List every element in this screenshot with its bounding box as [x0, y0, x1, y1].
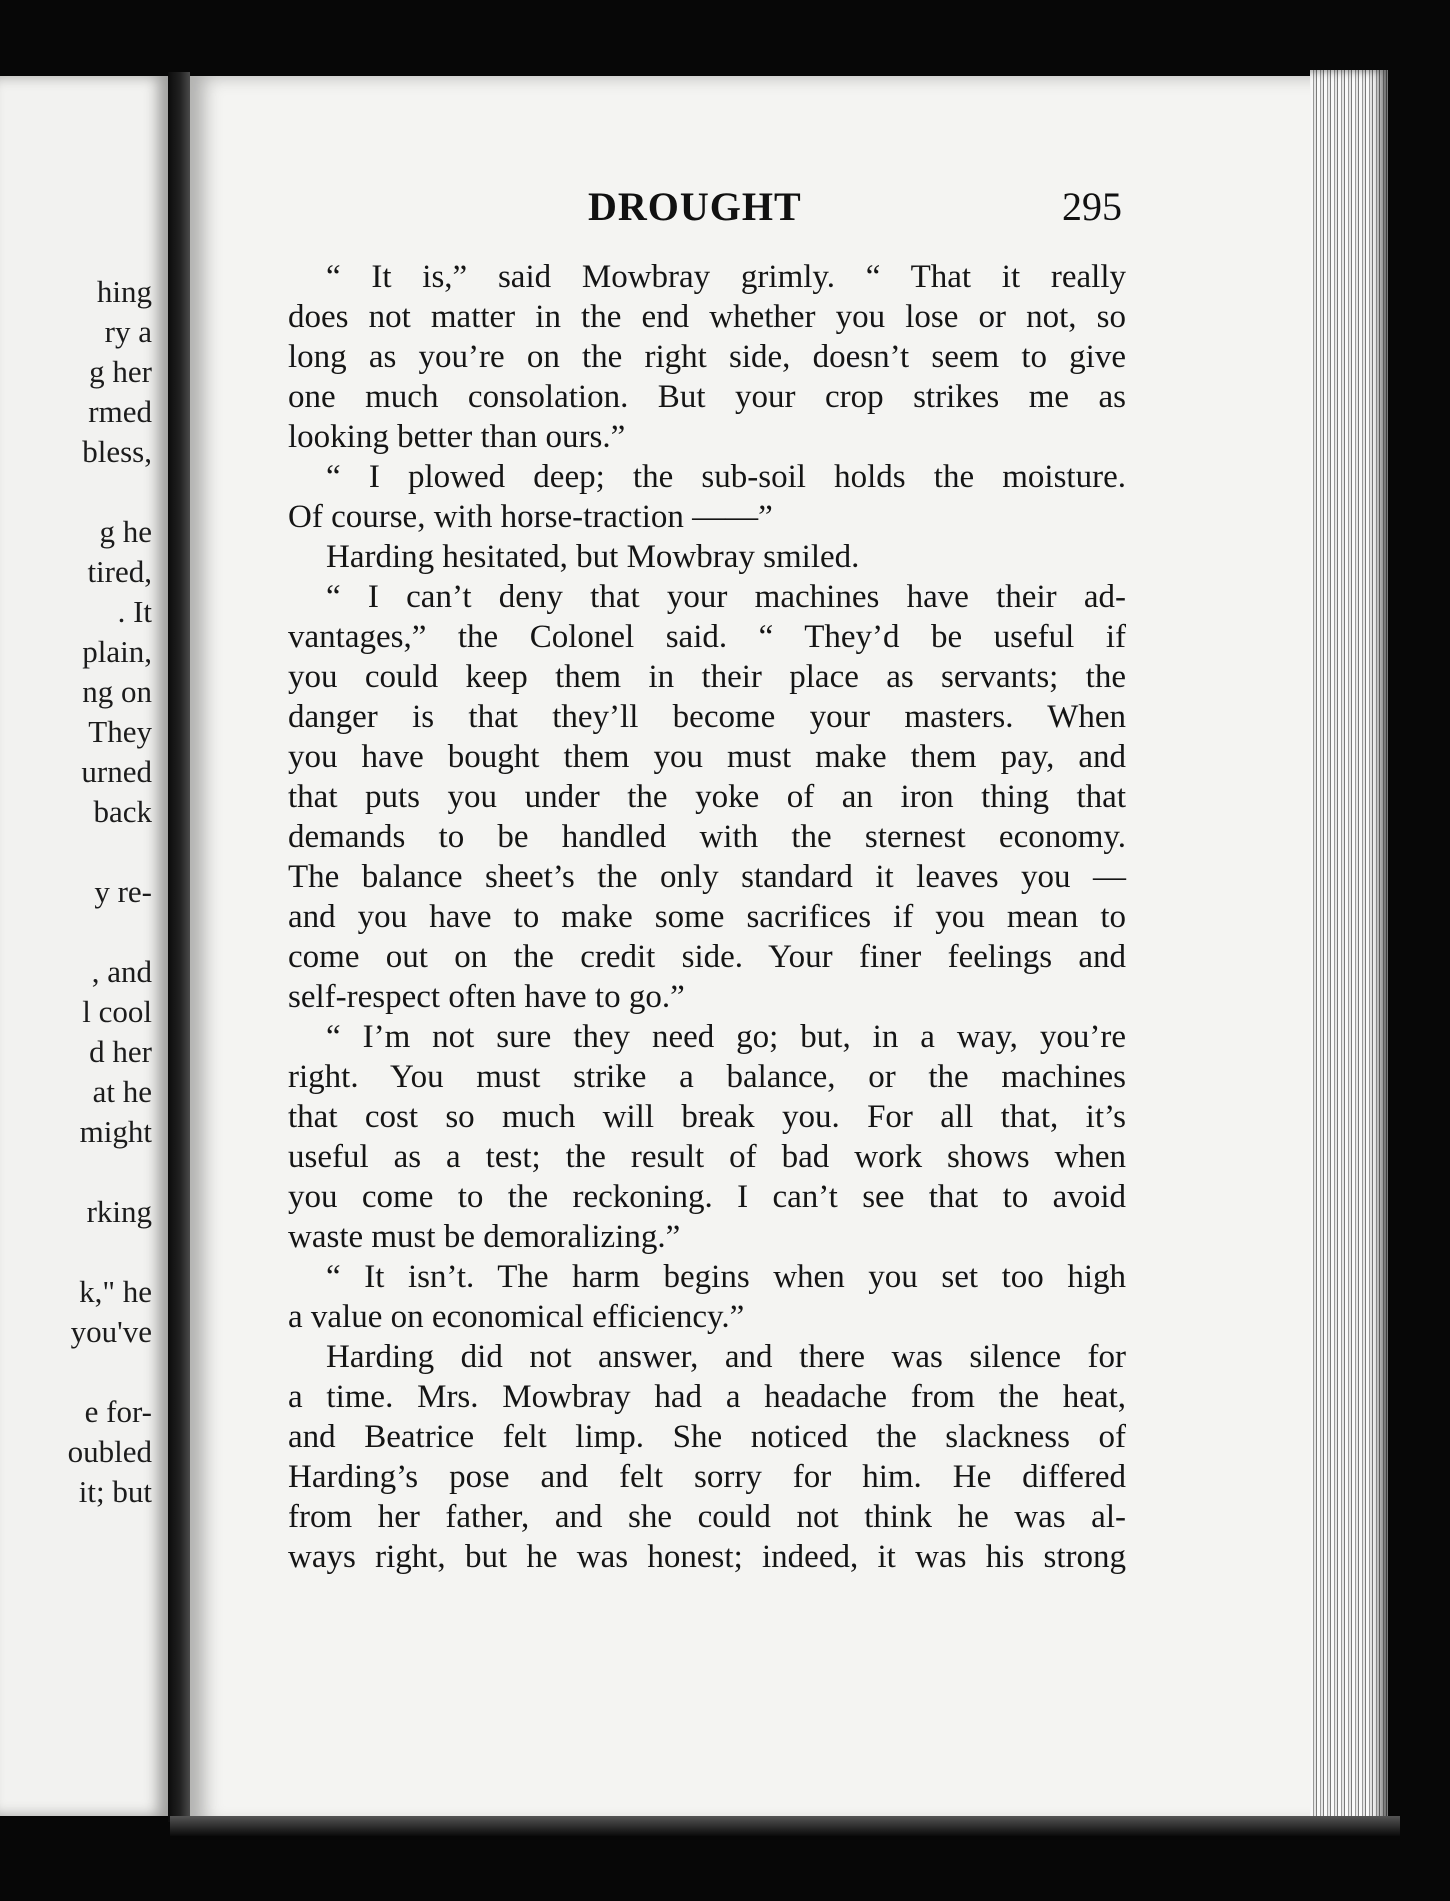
facing-page-line-fragment: bless,: [82, 434, 152, 469]
text-line: “ It isn’t. The harm begins when you set too high: [326, 1259, 1126, 1295]
text-line: looking better than ours.”: [288, 419, 626, 455]
facing-page-line-fragment: rmed: [88, 394, 152, 429]
facing-page-line-fragment: k," he: [79, 1274, 152, 1309]
text-line: waste must be demoralizing.”: [288, 1219, 681, 1255]
facing-page-line-fragment: you've: [70, 1314, 152, 1349]
facing-page-line-fragment: oubled: [67, 1434, 152, 1469]
facing-page-line-fragment: it; but: [78, 1474, 152, 1509]
text-line: “ I’m not sure they need go; but, in a way, you’re: [326, 1019, 1126, 1055]
text-line: Harding hesitated, but Mowbray smiled.: [326, 539, 860, 575]
text-line: right. You must strike a balance, or the machines: [288, 1059, 1126, 1095]
text-line: demands to be handled with the sternest economy.: [288, 819, 1126, 855]
facing-page-line-fragment: [0, 1232, 160, 1272]
text-line: danger is that they’ll become your masters. When: [288, 699, 1126, 735]
facing-page-line-fragment: g he: [99, 514, 152, 549]
facing-page-line-fragment: [0, 832, 160, 872]
facing-page-line-fragment: l cool: [82, 994, 152, 1029]
facing-page-line-fragment: . It: [117, 594, 152, 629]
page-bottom-shadow: [170, 1816, 1400, 1836]
facing-page-line-fragment: back: [93, 794, 152, 829]
facing-page-line-fragment: might: [79, 1114, 152, 1149]
text-line: you have bought them you must make them pay, and: [288, 739, 1126, 775]
facing-page-line-fragment: y re-: [94, 874, 152, 909]
text-line: you could keep them in their place as servants; the: [288, 659, 1126, 695]
text-line: Of course, with horse-traction ——”: [288, 499, 773, 535]
facing-page-line-fragment: , and: [91, 954, 152, 989]
facing-page-line-fragment: g her: [89, 354, 152, 389]
text-line: you come to the reckoning. I can’t see that to avoid: [288, 1179, 1126, 1215]
facing-page-line-fragment: d her: [89, 1034, 152, 1069]
facing-page-line-fragment: at he: [92, 1074, 152, 1109]
text-line: Harding’s pose and felt sorry for him. He differed: [288, 1459, 1126, 1495]
text-line: long as you’re on the right side, doesn’t seem to give: [288, 339, 1126, 375]
facing-page-text-fragments: [0, 272, 160, 1512]
text-line: self-respect often have to go.”: [288, 979, 685, 1015]
text-line: a value on economical efficiency.”: [288, 1299, 745, 1335]
text-line: and you have to make some sacrifices if you mean to: [288, 899, 1126, 935]
text-line: a time. Mrs. Mowbray had a headache from the heat,: [288, 1379, 1126, 1415]
text-line: The balance sheet’s the only standard it leaves you —: [288, 859, 1126, 895]
text-line: that puts you under the yoke of an iron thing that: [288, 779, 1126, 815]
facing-page-line-fragment: hing: [96, 274, 152, 309]
facing-page-line-fragment: ng on: [82, 674, 152, 709]
facing-page-left: [0, 76, 168, 1816]
facing-page-line-fragment: They: [88, 714, 152, 749]
facing-page-line-fragment: urned: [81, 754, 152, 789]
page-number: 295: [1062, 184, 1122, 229]
text-line: “ It is,” said Mowbray grimly. “ That it really: [326, 259, 1126, 295]
text-line: that cost so much will break you. For all that, it’s: [288, 1099, 1126, 1135]
facing-page-line-fragment: tired,: [87, 554, 152, 589]
text-line: “ I can’t deny that your machines have their ad-: [326, 579, 1126, 615]
text-line: one much consolation. But your crop strikes me as: [288, 379, 1126, 415]
text-line: and Beatrice felt limp. She noticed the slackness of: [288, 1419, 1126, 1455]
text-line: “ I plowed deep; the sub-soil holds the moisture.: [326, 459, 1126, 495]
text-line: vantages,” the Colonel said. “ They’d be useful if: [288, 619, 1126, 655]
book-gutter: [168, 72, 190, 1822]
text-line: from her father, and she could not think he was al-: [288, 1499, 1126, 1535]
facing-page-line-fragment: [0, 1152, 160, 1192]
facing-page-line-fragment: [0, 912, 160, 952]
facing-page-line-fragment: rking: [86, 1194, 152, 1229]
facing-page-line-fragment: plain,: [82, 634, 152, 669]
facing-page-line-fragment: [0, 472, 160, 512]
facing-page-line-fragment: [0, 1352, 160, 1392]
body-text: [288, 257, 1126, 1577]
text-line: come out on the credit side. Your finer feelings and: [288, 939, 1126, 975]
running-header-title: DROUGHT: [588, 184, 802, 229]
text-line: ways right, but he was honest; indeed, it was his strong: [288, 1539, 1126, 1575]
text-line: useful as a test; the result of bad work shows when: [288, 1139, 1126, 1175]
text-line: does not matter in the end whether you lose or not, so: [288, 299, 1126, 335]
facing-page-line-fragment: e for-: [84, 1394, 152, 1429]
page-edges: [1310, 70, 1388, 1830]
facing-page-line-fragment: ry a: [104, 314, 152, 349]
text-line: Harding did not answer, and there was silence for: [326, 1339, 1126, 1375]
